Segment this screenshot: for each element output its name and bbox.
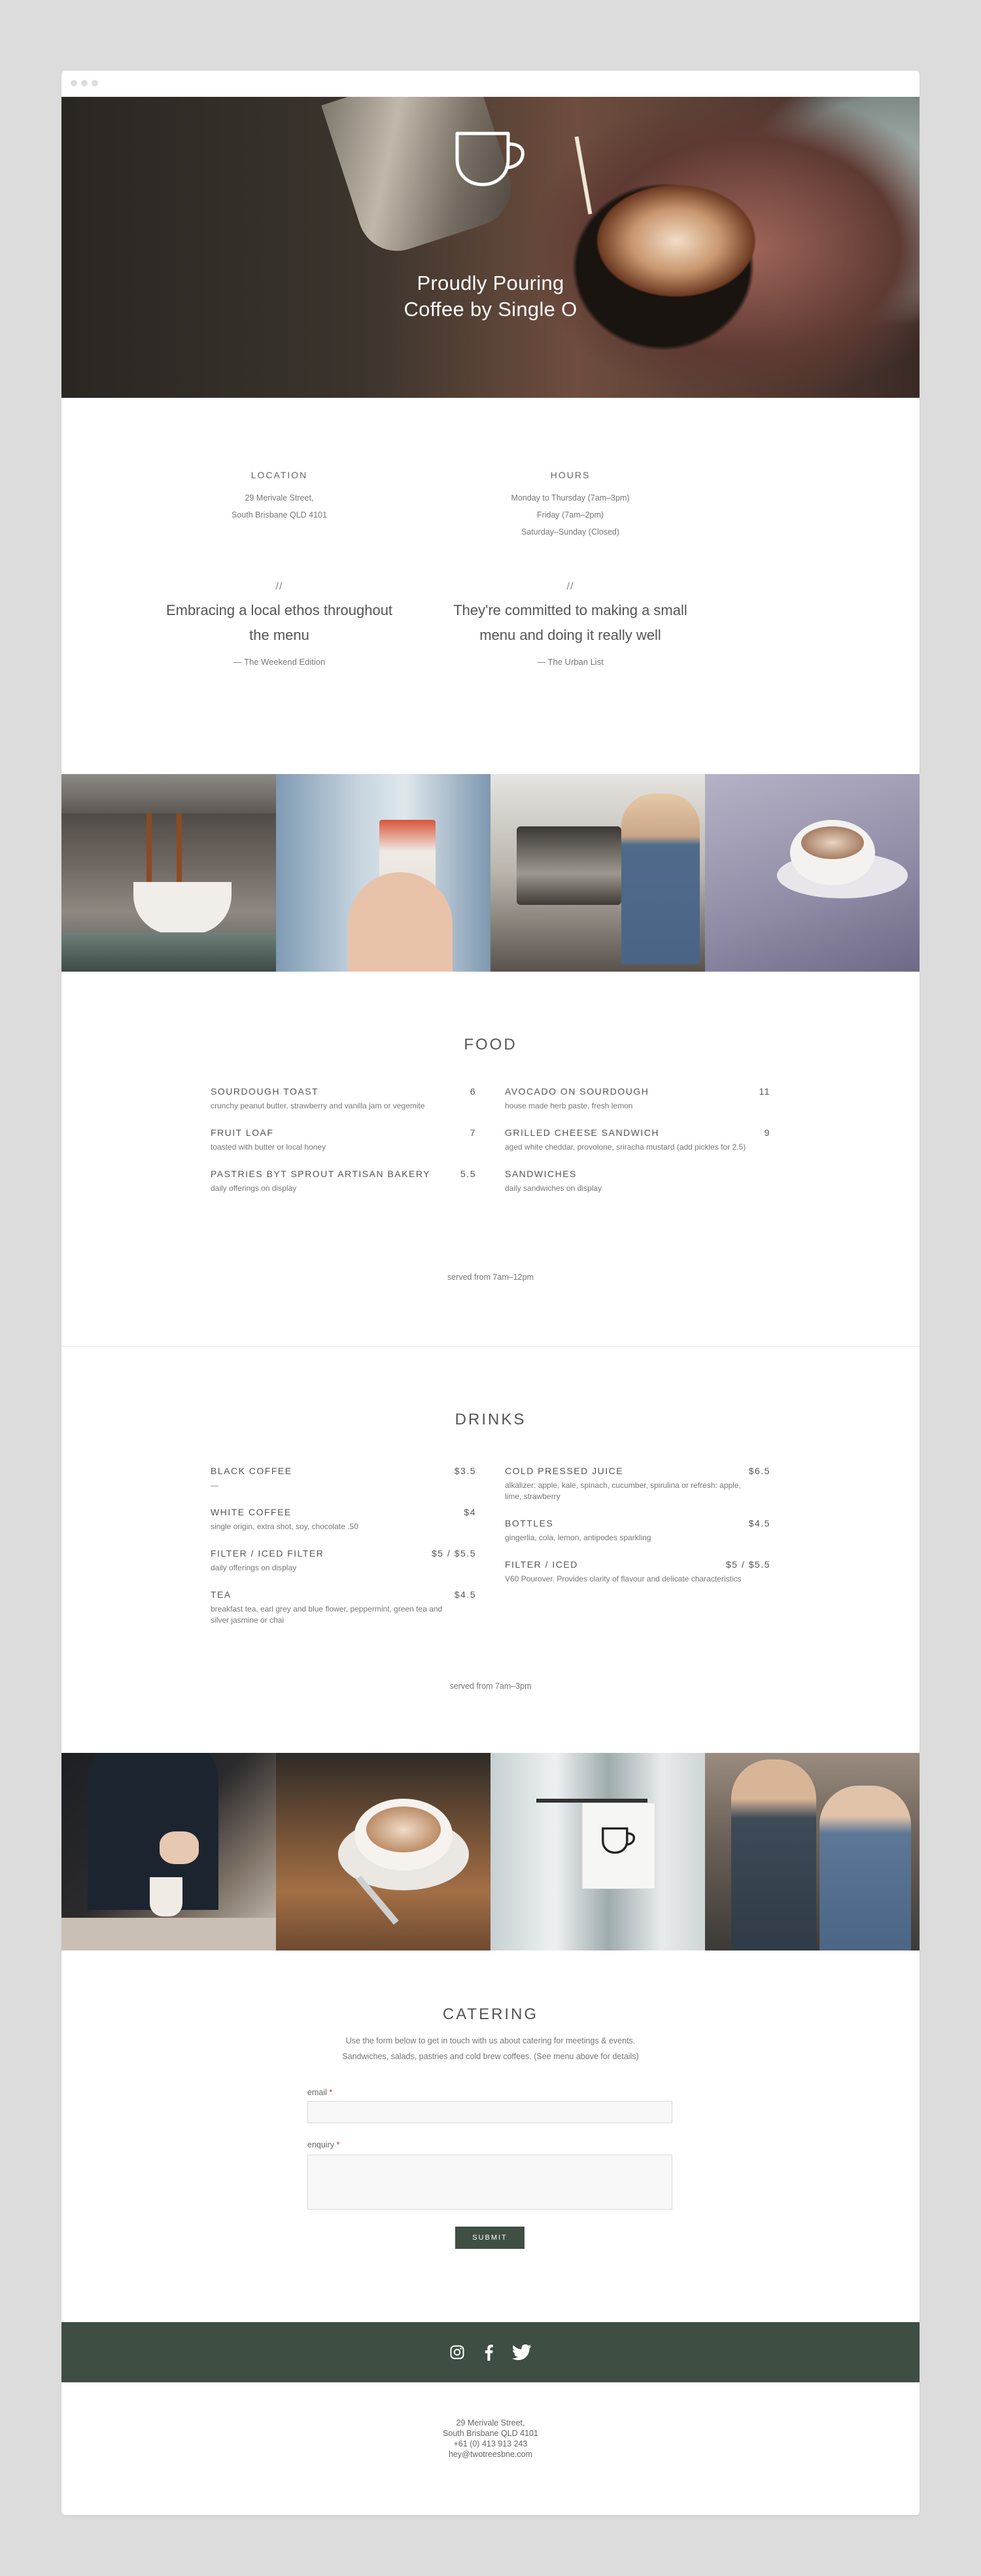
- catering-section: [61, 1950, 920, 2322]
- hours-label: HOURS: [550, 470, 591, 480]
- catering-intro-line1: Use the form below to get in touch with us about catering for meetings & events.: [345, 2036, 636, 2045]
- drinks-menu-left-column: [211, 1466, 476, 1642]
- menu-item-head: [211, 1127, 476, 1138]
- menu-item-head: [211, 1548, 476, 1559]
- menu-item-price: $4: [464, 1507, 476, 1517]
- catering-intro: [61, 2033, 920, 2064]
- drinks-served-note: served from 7am–3pm: [449, 1682, 532, 1691]
- menu-item: [211, 1086, 476, 1112]
- menu-item-price: $3.5: [454, 1466, 476, 1476]
- menu-item-description: house made herb paste, fresh lemon: [505, 1101, 633, 1110]
- menu-item: [505, 1169, 770, 1194]
- food-served-note: served from 7am–12pm: [447, 1273, 534, 1282]
- menu-item-name: COLD PRESSED JUICE: [505, 1466, 624, 1476]
- quote-line1: Embracing a local ethos throughout: [165, 602, 393, 618]
- menu-item-head: [505, 1559, 770, 1570]
- menu-item-price: 9: [764, 1127, 770, 1138]
- menu-item-name: GRILLED CHEESE SANDWICH: [505, 1127, 659, 1138]
- menu-item-description: V60 Pourover. Provides clarity of flavour and delicate characteristics: [505, 1574, 742, 1583]
- required-mark: *: [336, 2140, 340, 2149]
- hours-line3: Saturday–Sunday (Closed): [521, 527, 620, 537]
- menu-item-description: daily offerings on display: [211, 1563, 297, 1572]
- menu-item-head: [505, 1127, 770, 1138]
- menu-item-name: WHITE COFFEE: [211, 1507, 292, 1517]
- window-dot[interactable]: [92, 80, 98, 86]
- menu-item-description: —: [211, 1481, 218, 1490]
- footer-phone[interactable]: +61 (0) 413 913 243: [453, 2439, 528, 2448]
- catering-title: CATERING: [442, 2005, 539, 2023]
- submit-button[interactable]: SUBMIT: [455, 2227, 525, 2249]
- cup-logo-icon[interactable]: [452, 130, 529, 192]
- menu-item-name: FRUIT LOAF: [211, 1127, 274, 1138]
- drinks-menu-right-column: [505, 1466, 770, 1642]
- menu-item: [505, 1559, 770, 1585]
- espresso-pour-photo: [61, 774, 276, 972]
- menu-item-name: TEA: [211, 1589, 232, 1600]
- menu-item-head: [211, 1507, 476, 1517]
- photo-gallery-row: [61, 1753, 920, 1950]
- menu-item-name: AVOCADO ON SOURDOUGH: [505, 1086, 649, 1097]
- hero-tagline-line2: Coffee by Single O: [404, 298, 577, 321]
- hero-image-milk-stream: [575, 136, 593, 214]
- food-menu-left-column: [211, 1086, 476, 1210]
- info-section: [61, 398, 920, 774]
- hours-line1: Monday to Thursday (7am–3pm): [511, 493, 630, 503]
- location-line2: South Brisbane QLD 4101: [232, 510, 327, 520]
- browser-window: [61, 71, 920, 2515]
- menu-item-description: aged white cheddar, provolone, sriracha mustard (add pickles for 2.5): [505, 1142, 746, 1152]
- cafe-sign-photo: [490, 1753, 705, 1950]
- menu-item-head: [211, 1466, 476, 1476]
- drinks-menu: [211, 1466, 770, 1642]
- menu-item-description: daily sandwiches on display: [505, 1184, 602, 1193]
- menu-item-head: [505, 1466, 770, 1476]
- menu-item-description: toasted with butter or local honey: [211, 1142, 326, 1152]
- menu-item-price: $5 / $5.5: [432, 1548, 476, 1559]
- menu-item: [211, 1169, 476, 1194]
- quote-mark: //: [566, 581, 574, 592]
- food-title: FOOD: [464, 1036, 517, 1053]
- iced-coffee-photo: [276, 774, 490, 972]
- footer-email[interactable]: hey@twotreesbne.com: [448, 2450, 533, 2459]
- quote-line2: menu and doing it really well: [479, 627, 661, 643]
- menu-item: [211, 1127, 476, 1153]
- menu-item-price: 6: [470, 1086, 476, 1097]
- quote-source: — The Urban List: [537, 657, 604, 667]
- hero-tagline-line1: Proudly Pouring: [417, 272, 564, 294]
- email-label: [307, 2088, 332, 2097]
- menu-item-price: 5.5: [460, 1169, 476, 1179]
- catering-intro-line2: Sandwiches, salads, pastries and cold brew coffees. (See menu above for details): [342, 2052, 639, 2061]
- menu-item-description: alkalizer: apple, kale, spinach, cucumber, spirulina or refresh: apple, lime, strawberry: [505, 1481, 741, 1501]
- menu-item-price: $4.5: [454, 1589, 476, 1600]
- menu-item: [211, 1548, 476, 1574]
- quote-line2: the menu: [249, 627, 309, 643]
- menu-item-description: single origin, extra shot, soy, chocolate .50: [211, 1522, 358, 1531]
- hero-section: [61, 97, 920, 398]
- hero-tagline: [61, 270, 920, 323]
- email-field[interactable]: [307, 2101, 672, 2123]
- quote-mark: //: [275, 581, 283, 592]
- menu-item-price: $6.5: [748, 1466, 770, 1476]
- drinks-section: [61, 1347, 920, 1753]
- menu-item-price: 11: [759, 1086, 770, 1097]
- footer-address: [61, 2382, 920, 2460]
- window-dot[interactable]: [81, 80, 88, 86]
- menu-item-head: [505, 1086, 770, 1097]
- barista-machine-photo: [490, 774, 705, 972]
- menu-item-name: SANDWICHES: [505, 1169, 577, 1179]
- enquiry-label: [307, 2140, 339, 2149]
- menu-item: [211, 1507, 476, 1532]
- facebook-icon[interactable]: [483, 2344, 494, 2361]
- menu-item: [505, 1466, 770, 1502]
- menu-item-head: [505, 1518, 770, 1528]
- location-label: LOCATION: [250, 470, 308, 480]
- drinks-title: DRINKS: [455, 1411, 526, 1428]
- menu-item-head: [211, 1086, 476, 1097]
- food-section: [61, 972, 920, 1346]
- quote-block: [148, 581, 410, 667]
- menu-item-price: $5 / $5.5: [726, 1559, 770, 1570]
- latte-saucer-photo: [705, 774, 920, 972]
- menu-item-description: gingerlia, cola, lemon, antipodes sparkling: [505, 1533, 651, 1542]
- quote-source: — The Weekend Edition: [233, 657, 326, 667]
- menu-item-name: BOTTLES: [505, 1518, 554, 1528]
- food-menu: [211, 1086, 770, 1210]
- menu-item-name: FILTER / ICED: [505, 1559, 578, 1570]
- latte-art-table-photo: [276, 1753, 490, 1950]
- hours-block: [439, 470, 701, 540]
- hours-line2: Friday (7am–2pm): [536, 510, 604, 520]
- menu-item-description: crunchy peanut butter, strawberry and vanilla jam or vegemite: [211, 1101, 425, 1110]
- quote-block: [439, 581, 701, 667]
- food-menu-right-column: [505, 1086, 770, 1210]
- twitter-icon[interactable]: [512, 2344, 532, 2360]
- baristas-photo: [705, 1753, 920, 1950]
- menu-item-description: breakfast tea, earl grey and blue flower, peppermint, green tea and silver jasmine or chai: [211, 1604, 443, 1625]
- location-line1: 29 Merivale Street,: [245, 493, 314, 503]
- menu-item-name: BLACK COFFEE: [211, 1466, 292, 1476]
- menu-item-head: [505, 1169, 770, 1179]
- menu-item: [211, 1466, 476, 1491]
- location-block: [148, 470, 410, 523]
- social-bar: [61, 2322, 920, 2382]
- enquiry-label-text: enquiry: [307, 2140, 334, 2149]
- quote-text: [439, 598, 701, 648]
- window-dots: [71, 80, 98, 86]
- email-label-text: email: [307, 2088, 327, 2097]
- menu-item-description: daily offerings on display: [211, 1184, 297, 1193]
- menu-item-price: $4.5: [748, 1518, 770, 1528]
- barista-pouring-photo: [61, 1753, 276, 1950]
- quote-line1: They're committed to making a small: [453, 602, 687, 618]
- photo-gallery-row: [61, 774, 920, 972]
- menu-item-head: [211, 1589, 476, 1600]
- menu-item: [505, 1518, 770, 1544]
- menu-item: [211, 1589, 476, 1626]
- instagram-icon[interactable]: [449, 2344, 465, 2360]
- footer-address-line2: South Brisbane QLD 4101: [443, 2429, 538, 2438]
- menu-item-name: PASTRIES BYT SPROUT ARTISAN BAKERY: [211, 1169, 431, 1179]
- menu-item-head: [211, 1169, 476, 1179]
- menu-item-name: FILTER / ICED FILTER: [211, 1548, 324, 1559]
- window-dot[interactable]: [71, 80, 77, 86]
- menu-item-name: SOURDOUGH TOAST: [211, 1086, 319, 1097]
- window-chrome: [61, 71, 920, 97]
- menu-item-price: 7: [470, 1127, 476, 1138]
- footer-address-line1: 29 Merivale Street,: [456, 2418, 525, 2427]
- quote-text: [148, 598, 410, 648]
- required-mark: *: [329, 2088, 333, 2097]
- enquiry-field[interactable]: [307, 2155, 672, 2210]
- menu-item: [505, 1127, 770, 1153]
- menu-item: [505, 1086, 770, 1112]
